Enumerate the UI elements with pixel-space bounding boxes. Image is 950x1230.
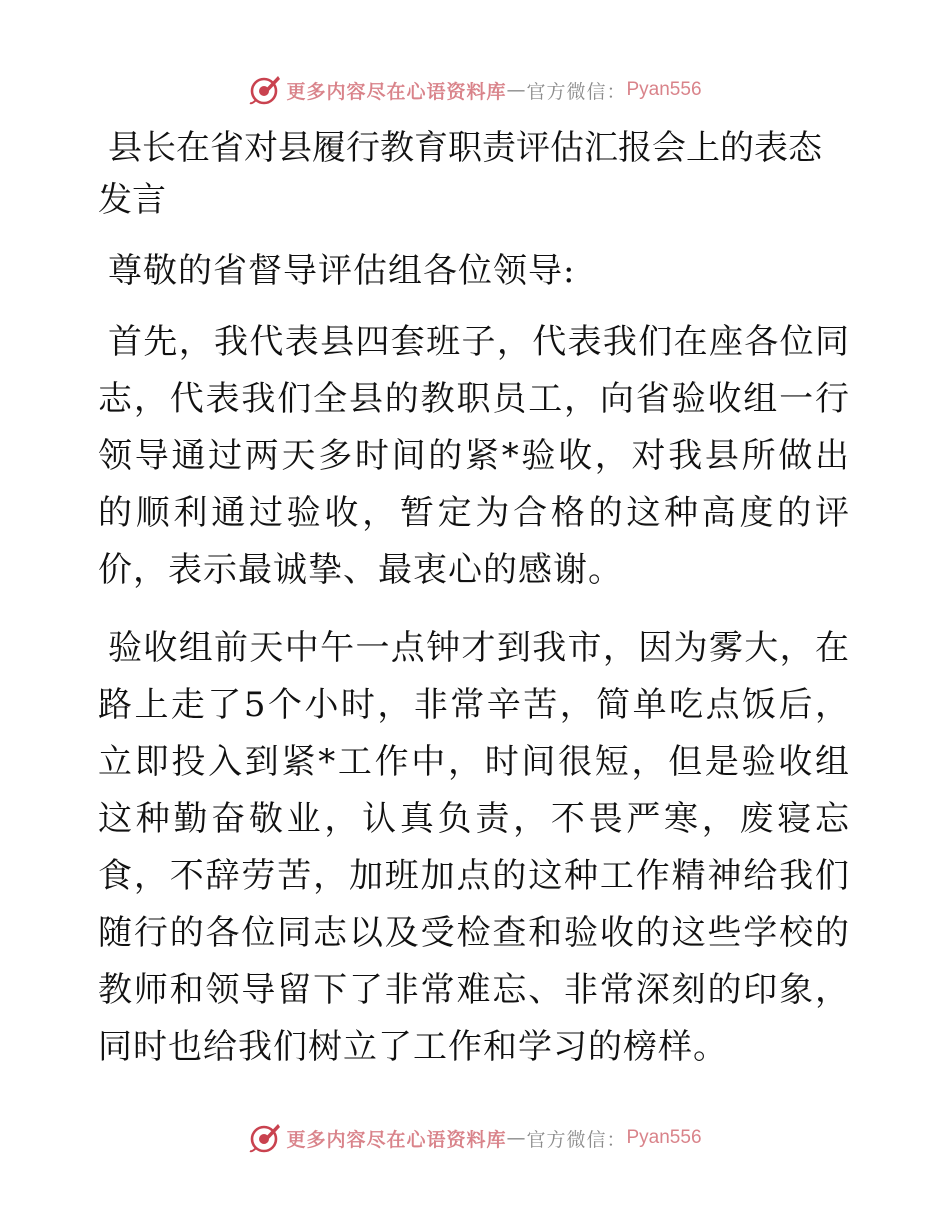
footer-watermark xyxy=(0,1118,950,1158)
quill-logo-icon xyxy=(248,73,282,107)
paragraph-1: 首先，我代表县四套班子，代表我们在座各位同志，代表我们全县的教职员工，向省验收组一行领导通过两天多时间的紧*验收，对我县所做出的顺利通过验收，暂定为合格的这种高度的评价，表示最诚挚、最衷心的感谢。 xyxy=(98,322,850,590)
paragraph-2: 验收组前天中午一点钟才到我市，因为雾大，在路上走了5个小时，非常辛苦，简单吃点饭后，立即投入到紧*工作中，时间很短，但是验收组这种勤奋敬业，认真负责，不畏严寒，废寝忘食，不辞劳苦，加班加点的这种工作精神给我们随行的各位同志以及受检查和验收的这些学校的教师和领导留下了非常难忘、非常深刻的印象，同时也给我们树立了工作和学习的榜样。 xyxy=(98,628,850,1067)
document-body xyxy=(98,122,850,1097)
watermark-label: 官方微信： xyxy=(526,1128,627,1151)
watermark-main-text: 更多内容尽在心语资料库 xyxy=(286,1128,507,1151)
watermark-label: 官方微信： xyxy=(526,80,627,103)
document-title: 县长在省对县履行教育职责评估汇报会上的表态发言 xyxy=(98,128,822,220)
watermark-account: Pyan556 xyxy=(626,1127,702,1148)
watermark-separator: — xyxy=(506,1127,527,1149)
watermark-account: Pyan556 xyxy=(626,79,702,100)
watermark-separator: — xyxy=(506,79,527,101)
watermark-main-text: 更多内容尽在心语资料库 xyxy=(286,80,507,103)
quill-logo-icon xyxy=(248,1121,282,1155)
salutation: 尊敬的省督导评估组各位领导: xyxy=(108,251,576,291)
header-watermark xyxy=(0,70,950,110)
